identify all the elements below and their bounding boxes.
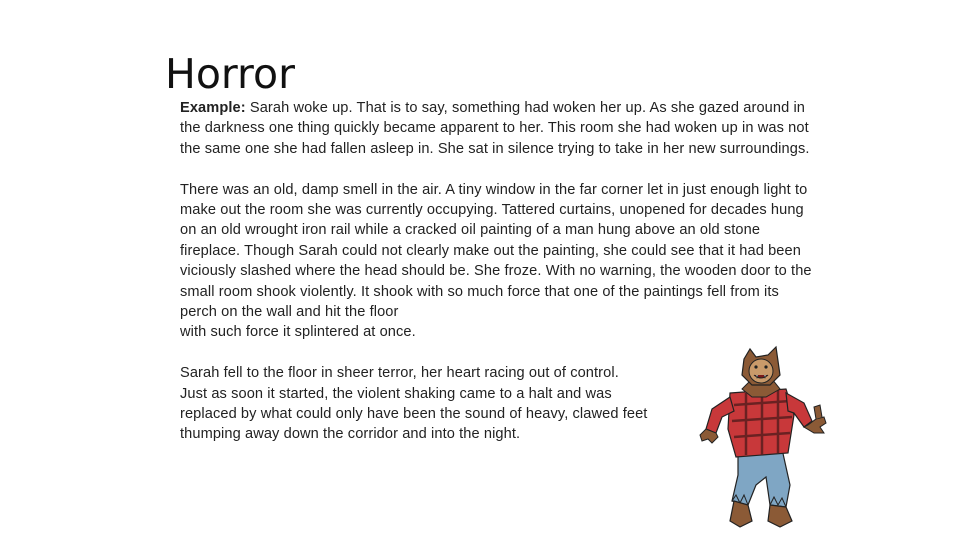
paragraph-2-end: with such force it splintered at once. xyxy=(180,324,416,341)
paragraph-2-text: There was an old, damp smell in the air. A tiny window in the far corner let in just enough light to make out the room she was currently occupying. Tattered curtains, unopened for decades hung on an old wrought iron rail while a cracked oil painting of a man hung above an old stone fireplace. Though Sarah could not clearly make out the painting, she could see that it had been viciously slashed where the head should be. She froze. With no warning, the wooden door to the small room shook violently. It shook with so much force that one of the paintings fell from its perch on the wall and hit the floor xyxy=(180,181,812,321)
paragraph-3-line: Just as soon it started, the violent shaking came to a halt and was xyxy=(180,385,612,402)
paragraph-gap xyxy=(180,159,820,179)
paragraph-3-line: Sarah fell to the floor in sheer terror, her heart racing out of control. xyxy=(180,365,619,382)
werewolf-icon xyxy=(690,345,840,530)
paragraph-1-text: Sarah woke up. That is to say, something had woken her up. As she gazed around in the darkness one thing quickly became apparent to her. This room she had woken up in was not the same one she had fallen asleep in. She sat in silence trying to take in her new surroundings. xyxy=(180,100,810,157)
paragraph-1 xyxy=(180,98,820,159)
paragraph-2 xyxy=(180,180,820,343)
slide-title: Horror xyxy=(165,50,295,98)
paragraph-3-line: replaced by what could only have been the sound of heavy, clawed feet xyxy=(180,406,648,423)
paragraph-3-line: thumping away down the corridor and into the night. xyxy=(180,426,521,443)
example-label: Example: xyxy=(180,100,246,116)
